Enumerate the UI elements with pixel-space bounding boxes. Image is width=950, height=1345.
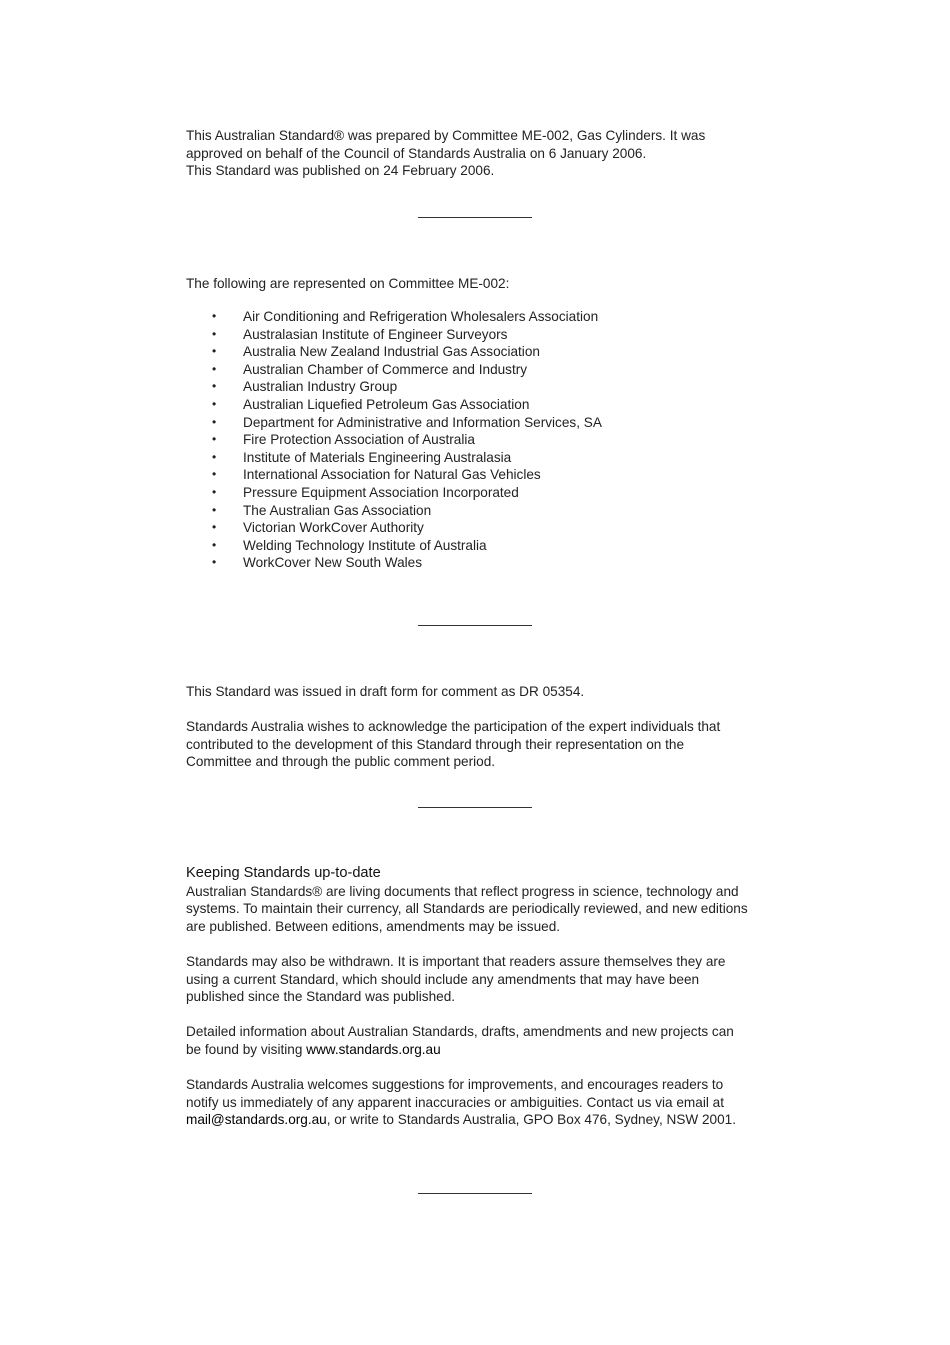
bullet-icon: • bbox=[212, 326, 217, 341]
list-item: • Fire Protection Association of Australia bbox=[212, 432, 475, 448]
bullet-icon: • bbox=[212, 361, 217, 376]
list-item: • Australia New Zealand Industrial Gas Association bbox=[212, 344, 540, 360]
committee-member-list bbox=[186, 308, 776, 572]
paragraph-1-line-3: are published. Between editions, amendments may be issued. bbox=[186, 918, 561, 934]
list-item: • Institute of Materials Engineering Australasia bbox=[212, 449, 512, 465]
section-divider-1 bbox=[418, 217, 532, 218]
paragraph-4-line-3: mail@standards.org.au, or write to Standards Australia, GPO Box 476, Sydney, NSW 2001. bbox=[186, 1112, 737, 1128]
list-item: • Air Conditioning and Refrigeration Wholesalers Association bbox=[212, 309, 599, 324]
paragraph-3-line-2: be found by visiting www.standards.org.au bbox=[186, 1041, 441, 1057]
committee-intro bbox=[186, 275, 776, 293]
publication-line-1: This Australian Standard® was prepared by Committee ME-002, Gas Cylinders. It was bbox=[186, 128, 706, 143]
publication-statement bbox=[186, 127, 776, 180]
bullet-icon: • bbox=[212, 537, 217, 552]
paragraph-2-line-3: published since the Standard was published. bbox=[186, 989, 456, 1005]
section-divider-4 bbox=[418, 1193, 532, 1194]
list-item: • Australian Industry Group bbox=[212, 379, 398, 395]
list-item: • The Australian Gas Association bbox=[212, 502, 432, 518]
draft-issued-text: This Standard was issued in draft form for comment as DR 05354. bbox=[186, 684, 585, 699]
bullet-icon: • bbox=[212, 484, 217, 499]
list-item: • Pressure Equipment Association Incorporated bbox=[212, 484, 519, 500]
list-item: • International Association for Natural Gas Vehicles bbox=[212, 467, 541, 483]
paragraph-4-line-2: notify us immediately of any apparent inaccuracies or ambiguities. Contact us via email at bbox=[186, 1094, 724, 1110]
publication-line-3: This Standard was published on 24 February 2006. bbox=[186, 163, 495, 179]
acknowledgement-line-3: Committee and through the public comment period. bbox=[186, 754, 496, 770]
section-divider-2 bbox=[418, 625, 532, 626]
list-item: • Australasian Institute of Engineer Surveyors bbox=[212, 326, 508, 342]
list-item: • Victorian WorkCover Authority bbox=[212, 520, 424, 536]
bullet-icon: • bbox=[212, 396, 217, 411]
list-item: • Department for Administrative and Information Services, SA bbox=[212, 414, 602, 430]
bullet-icon: • bbox=[212, 502, 217, 517]
paragraph-3-line-1: Detailed information about Australian Standards, drafts, amendments and new projects can bbox=[186, 1024, 734, 1040]
keeping-up-to-date-section bbox=[186, 865, 776, 1129]
bullet-icon: • bbox=[212, 520, 217, 535]
bullet-icon: • bbox=[212, 414, 217, 429]
bullet-icon: • bbox=[212, 309, 217, 323]
list-item: • WorkCover New South Wales bbox=[212, 555, 423, 571]
publication-line-2: approved on behalf of the Council of Standards Australia on 6 January 2006. bbox=[186, 145, 647, 161]
committee-intro-text: The following are represented on Committee ME-002: bbox=[186, 276, 510, 291]
list-item: • Australian Liquefied Petroleum Gas Association bbox=[212, 396, 530, 412]
bullet-icon: • bbox=[212, 449, 217, 464]
paragraph-1-line-2: systems. To maintain their currency, all Standards are periodically reviewed, and new editions bbox=[186, 901, 748, 917]
list-item: • Welding Technology Institute of Australia bbox=[212, 537, 487, 553]
paragraph-4-line-1: Standards Australia welcomes suggestions for improvements, and encourages readers to bbox=[186, 1077, 724, 1093]
bullet-icon: • bbox=[212, 379, 217, 394]
paragraph-1-line-1: Australian Standards® are living documents that reflect progress in science, technology and bbox=[186, 883, 739, 899]
bullet-icon: • bbox=[212, 555, 217, 570]
draft-section bbox=[186, 683, 776, 771]
section-divider-3 bbox=[418, 807, 532, 808]
list-item: • Australian Chamber of Commerce and Industry bbox=[212, 361, 528, 377]
section-heading: Keeping Standards up-to-date bbox=[186, 865, 381, 881]
bullet-icon: • bbox=[212, 344, 217, 359]
bullet-icon: • bbox=[212, 432, 217, 447]
paragraph-2-line-2: using a current Standard, which should include any amendments that may have been bbox=[186, 971, 700, 987]
bullet-icon: • bbox=[212, 467, 217, 482]
paragraph-2-line-1: Standards may also be withdrawn. It is important that readers assure themselves they are bbox=[186, 953, 726, 969]
website-link[interactable]: www.standards.org.au bbox=[306, 1041, 441, 1057]
email-link[interactable]: mail@standards.org.au bbox=[186, 1112, 327, 1128]
acknowledgement-line-1: Standards Australia wishes to acknowledge the participation of the expert individuals that bbox=[186, 719, 721, 735]
acknowledgement-line-2: contributed to the development of this Standard through their representation on the bbox=[186, 736, 685, 752]
